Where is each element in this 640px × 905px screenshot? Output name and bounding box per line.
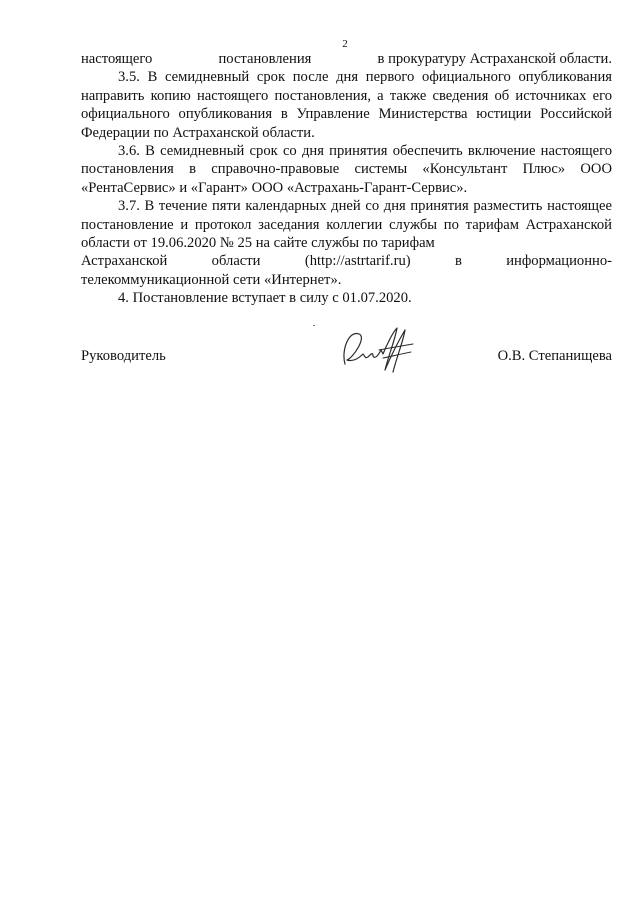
document-body (81, 50, 612, 308)
signatory-name: О.В. Степанищева (497, 348, 612, 364)
paragraph-3-5: 3.5. В семидневный срок после дня первого официального опубликования направить копию настоящего постановления, а также сведения об источниках его официального опубликования в Управление Министерства юстиции Российской Федерации по Астраханской области. (81, 69, 612, 141)
signature-block (81, 340, 612, 390)
paragraph-3-7: 3.7. В течение пяти календарных дней со дня принятия разместить настоящее постановление и протокол заседания коллегии службы по тарифам Астраханской области от 19.06.2020 № 25 на сайте службы по тарифам (81, 198, 612, 252)
p37-word-4: в (454, 253, 462, 270)
handwritten-signature (339, 320, 419, 380)
paragraph-3-7-line-4 (81, 252, 612, 270)
paragraph-3-7-line-5: телекоммуникационной сети «Интернет». (81, 271, 342, 288)
page-number: 2 (342, 38, 348, 50)
scan-mark (313, 325, 315, 326)
continuation-word-2: постановления (218, 51, 312, 67)
continuation-line (81, 50, 612, 68)
signatory-title: Руководитель (81, 348, 166, 364)
p37-word-1: Астраханской (81, 253, 168, 270)
p37-url: (http://astrtarif.ru) (304, 253, 411, 270)
p37-word-2: области (211, 253, 261, 270)
p37-word-5: информационно- (506, 253, 612, 270)
paragraph-3-6: 3.6. В семидневный срок со дня принятия обеспечить включение настоящего постановления в справочно-правовые системы «Консультант Плюс» ООО «РентаСервис» и «Гарант» ООО «Астрахань-Гарант-Сервис». (81, 143, 612, 196)
continuation-word-1: настоящего (81, 51, 153, 67)
paragraph-4: 4. Постановление вступает в силу с 01.07.2020. (118, 290, 412, 307)
continuation-word-3: в прокуратуру Астраханской области. (377, 51, 612, 67)
